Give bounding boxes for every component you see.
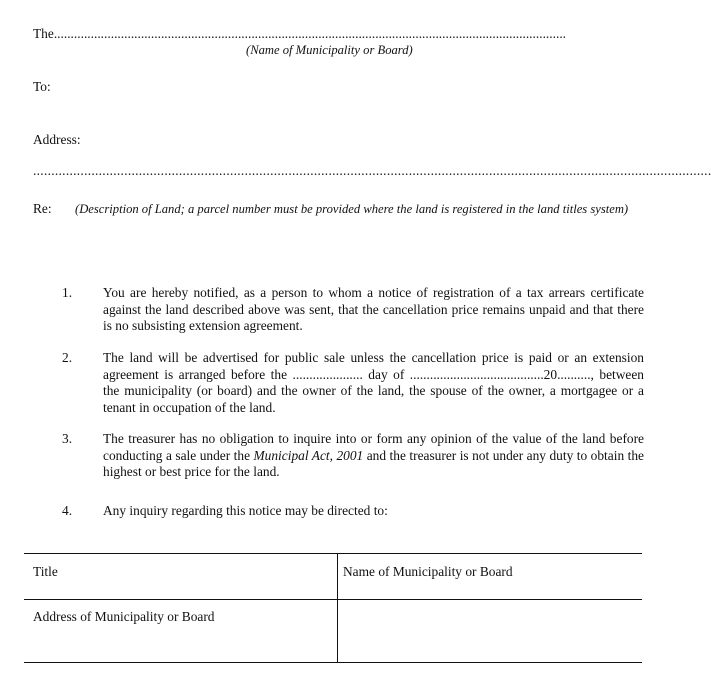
table-middle-rule <box>24 599 642 600</box>
item-text: The land will be advertised for public sale unless the cancellation price is paid or an extension agreement is arranged before the ..................... day of ........................................20.........., between the municipality (or board) and the owner of the land, the spouse of the owner, a mortgagee or a tenant in occupation of the land. <box>103 350 644 415</box>
item-text: You are hereby notified, as a person to whom a notice of registration of a tax arrears certificate against the land described above was sent, that the cancellation price remains unpaid and that there is no subsisting extension agreement. <box>103 285 644 333</box>
table-cell-municipality-name: Name of Municipality or Board <box>343 564 513 579</box>
item-text-part: The treasurer has no obligation to inquire into or form any opinion of the value of the land before conducting a sale under the <box>103 431 644 463</box>
re-label: Re: <box>33 201 52 216</box>
address-dotted-line: .......................................................................................................................................................................................... <box>33 163 711 178</box>
municipality-name-caption: (Name of Municipality or Board) <box>246 43 413 57</box>
item-text-part: and the treasurer is not under any duty to obtain the highest or best price for the land. <box>103 447 644 479</box>
item-number: 4. <box>62 503 73 518</box>
table-bottom-rule <box>24 662 642 663</box>
table-column-divider <box>337 554 338 663</box>
act-name: Municipal Act, 2001 <box>253 447 364 463</box>
table-cell-title: Title <box>33 564 58 579</box>
to-label: To: <box>33 79 51 94</box>
item-number: 2. <box>62 350 73 365</box>
address-label: Address: <box>33 132 81 147</box>
municipality-name-line: The......................................................................................................................................................... <box>33 26 567 41</box>
item-number: 3. <box>62 431 73 446</box>
item-text: Any inquiry regarding this notice may be directed to: <box>103 503 388 518</box>
table-cell-municipality-address: Address of Municipality or Board <box>33 609 215 624</box>
item-number: 1. <box>62 285 73 300</box>
table-top-rule <box>24 553 642 554</box>
item-text <box>103 431 644 481</box>
land-description-instruction: (Description of Land; a parcel number must be provided where the land is registered in the land titles system) <box>75 202 629 216</box>
